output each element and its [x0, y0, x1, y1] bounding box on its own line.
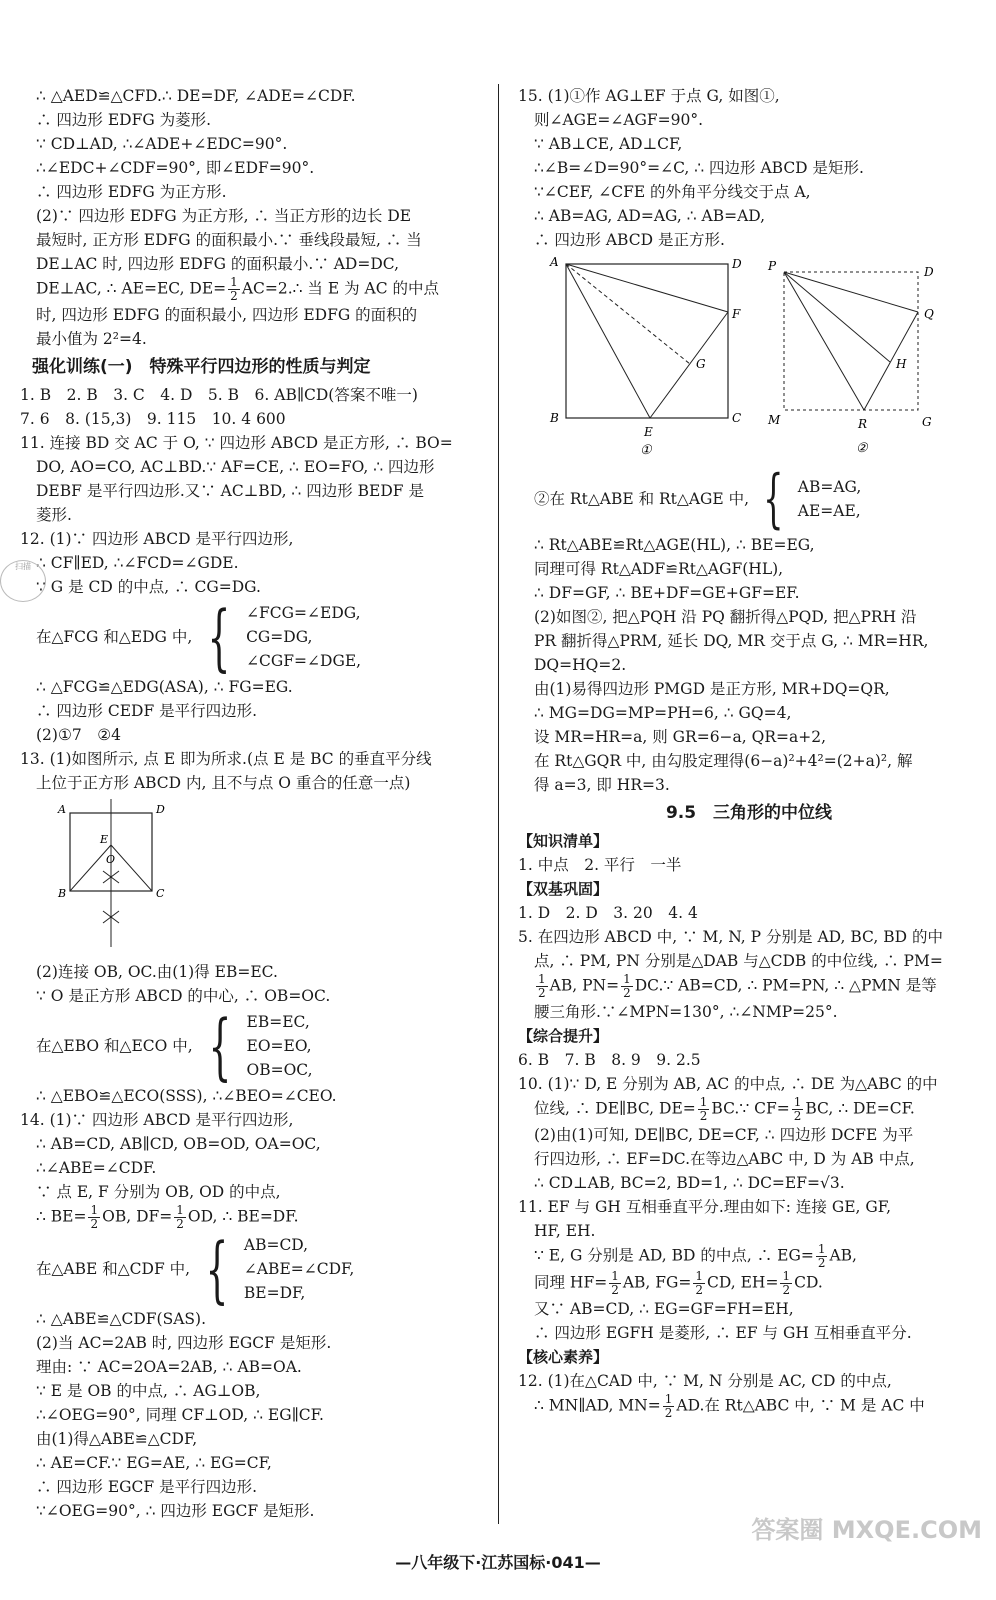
text-line: ∵ 点 E, F 分别为 OB, OD 的中点, — [36, 1183, 281, 1201]
text-line: ∴ 四边形 EDFG 为正方形. — [36, 183, 227, 201]
text-line: (2)当 AC=2AB 时, 四边形 EGCF 是矩形. — [36, 1334, 332, 1352]
text-line: 设 MR=HR=a, 则 GR=6−a, QR=a+2, — [534, 728, 827, 746]
text-line: (2)连接 OB, OC.由(1)得 EB=EC. — [36, 963, 278, 981]
svg-text:②: ② — [856, 441, 868, 456]
text-line: ∵∠CEF, ∠CFE 的外角平分线交于点 A, — [534, 183, 811, 201]
question-13 — [20, 747, 482, 795]
svg-text:①: ① — [640, 443, 652, 456]
left-column — [20, 84, 482, 1523]
text-line: 行四边形, ∴ EF=DC.在等边△ABC 中, D 为 AB 中点, — [534, 1150, 915, 1168]
svg-text:D: D — [156, 803, 165, 816]
text-line: ∴ 四边形 CEDF 是平行四边形. — [36, 702, 258, 720]
proof-block — [518, 1297, 980, 1345]
condition-brace: 在△FCG 和△EDG 中, { ∠FCG=∠EDG, CG=DG, ∠CGF=∠DGE, — [36, 595, 362, 679]
text-line: 11. EF 与 GH 互相垂直平分.理由如下: 连接 GE, GF, — [518, 1198, 892, 1216]
text-line: 7. 6 8. (15,3) 9. 115 10. 4 600 — [20, 410, 286, 428]
text-line: ∴∠EDC+∠CDF=90°, 即∠EDF=90°. — [36, 159, 315, 177]
svg-text:O: O — [106, 853, 116, 866]
fraction: $\frac{1}{2}$ — [230, 275, 238, 303]
text-line: 位线, ∴ DE∥BC, DE= $\frac{1}{2}$ BC.∵ CF= $\frac{1}{2}$ BC, ∴ DE=CF. — [534, 1095, 915, 1123]
text-line: EB=EC, — [246, 1013, 310, 1031]
svg-text:G: G — [922, 415, 932, 429]
text-line: ∴ AE=CF.∵ EG=AE, ∴ EG=CF, — [36, 1454, 272, 1472]
text-line: 在 Rt△GQR 中, 由勾股定理得(6−a)²+4²=(2+a)², 解 — [534, 752, 913, 770]
text-line: 则∠AGE=∠AGF=90°. — [534, 111, 704, 129]
text-line: ∴ AB=CD, AB∥CD, OB=OD, OA=OC, — [36, 1135, 321, 1153]
text-line: ∠CGF=∠DGE, — [246, 652, 362, 670]
question-12 — [20, 527, 482, 599]
text-line: ∴ 四边形 EGFH 是菱形, ∴ EF 与 GH 互相垂直平分. — [534, 1324, 912, 1342]
text-line: 12. (1)∵ 四边形 ABCD 是平行四边形, — [20, 530, 294, 548]
text-line: ∠FCG=∠EDG, — [246, 604, 361, 622]
text-line: 点, ∴ PM, PN 分别是△DAB 与△CDB 的中位线, ∴ PM= — [534, 952, 943, 970]
text-line: DE⊥AC 时, 四边形 EDFG 的面积最小.∵ AD=DC, — [36, 255, 400, 273]
svg-text:P: P — [768, 259, 777, 273]
question-15 — [518, 84, 980, 252]
svg-text:E: E — [100, 833, 109, 846]
text-line: ∴ CD⊥AB, BC=2, BD=1, ∴ DC=EF=√3. — [534, 1174, 845, 1192]
text-line: ∴ AB=AG, AD=AG, ∴ AB=AD, — [534, 207, 766, 225]
svg-text:B: B — [550, 411, 559, 425]
text-line: ∴ CF∥ED, ∴∠FCD=∠GDE. — [36, 554, 239, 572]
text-line: 菱形. — [36, 506, 72, 524]
svg-text:H: H — [896, 357, 907, 371]
section-title: 9.5 三角形的中位线 — [665, 803, 833, 823]
tag-knowledge: 【知识清单】 — [518, 832, 609, 850]
tag-basics: 【双基巩固】 — [518, 880, 609, 898]
text-line: 12. (1)在△CAD 中, ∵ M, N 分别是 AC, CD 的中点, — [518, 1372, 892, 1390]
proof-block — [518, 533, 980, 797]
text-line: HF, EH. — [534, 1222, 596, 1240]
proof-block — [20, 960, 482, 1008]
svg-text:C: C — [732, 411, 742, 425]
answer-line: 1. 中点 2. 平行 一半 — [518, 856, 682, 874]
text-line: ∴ DF=GF, ∴ BE+DF=GE+GF=EF. — [534, 584, 800, 602]
answer-line: 6. B 7. B 8. 9 9. 2.5 — [518, 1051, 701, 1069]
svg-text:M: M — [768, 413, 781, 427]
proof-block — [20, 1084, 482, 1108]
figure-square-abcd — [20, 799, 482, 956]
text-line: 同理 HF= $\frac{1}{2}$ AB, FG= $\frac{1}{2}$ CD, EH= $\frac{1}{2}$ CD. — [534, 1269, 823, 1297]
svg-text:C: C — [156, 887, 165, 900]
text-line: ∵ O 是正方形 ABCD 的中心, ∴ OB=OC. — [36, 987, 331, 1005]
tag-core: 【核心素养】 — [518, 1348, 609, 1366]
text-line: (2)∵ 四边形 EDFG 为正方形, ∴ 当正方形的边长 DE — [36, 207, 412, 225]
text-line: (2)由(1)可知, DE∥BC, DE=CF, ∴ 四边形 DCFE 为平 — [534, 1126, 914, 1144]
text-line: DQ=HQ=2. — [534, 656, 627, 674]
text-line: 15. (1)①作 AG⊥EF 于点 G, 如图①, — [518, 87, 780, 105]
text-line: (2)①7 ②4 — [36, 726, 121, 744]
text-line: CG=DG, — [246, 628, 313, 646]
svg-text:D: D — [732, 257, 742, 271]
svg-text:A: A — [550, 256, 559, 269]
text-line: 10. (1)∵ D, E 分别为 AB, AC 的中点, ∴ DE 为△ABC 的中 — [518, 1075, 938, 1093]
question-5 — [518, 925, 980, 973]
answer-line: 1. D 2. D 3. 20 4. 4 — [518, 904, 698, 922]
text-line: ∴ △ABE≌△CDF(SAS). — [36, 1310, 207, 1328]
text-line: ∵∠OEG=90°, ∴ 四边形 EGCF 是矩形. — [36, 1502, 315, 1520]
svg-text:G: G — [696, 357, 706, 371]
watermark-logo: 答案圈 MXQE.COM — [751, 1516, 982, 1544]
text-line: ∴∠ABE=∠CDF. — [36, 1159, 157, 1177]
svg-text:A: A — [58, 803, 66, 816]
column-divider — [498, 84, 499, 1524]
question-14 — [20, 1108, 482, 1204]
proof-block — [518, 1123, 980, 1195]
right-column — [518, 84, 980, 1420]
text-line: ∴ △FCG≌△EDG(ASA), ∴ FG=EG. — [36, 678, 293, 696]
text-line: ∴ 四边形 ABCD 是正方形. — [534, 231, 725, 249]
answer-list — [20, 383, 482, 431]
svg-text:F: F — [732, 307, 741, 321]
tag-advanced: 【综合提升】 — [518, 1027, 609, 1045]
text-line: ∴ 四边形 EDFG 为菱形. — [36, 111, 212, 129]
text-line: 11. 连接 BD 交 AC 于 O, ∵ 四边形 ABCD 是正方形, ∴ BO= — [20, 434, 453, 452]
text-line: ∴ MG=DG=MP=PH=6, ∴ GQ=4, — [534, 704, 792, 722]
text-line: ∴∠OEG=90°, 同理 CF⊥OD, ∴ EG∥CF. — [36, 1406, 324, 1424]
svg-text:R: R — [858, 417, 868, 431]
text-line: PR 翻折得△PRM, 延长 DQ, MR 交于点 G, ∴ MR=HR, — [534, 632, 929, 650]
text-line: ∴ △AED≌△CFD.∴ DE=DF, ∠ADE=∠CDF. — [36, 87, 356, 105]
text-line: ∴ BE= $\frac{1}{2}$ OB, DF= $\frac{1}{2}$ OD, ∴ BE=DF. — [36, 1203, 299, 1231]
text-line: ∴ Rt△ABE≌Rt△AGE(HL), ∴ BE=EG, — [534, 536, 815, 554]
text-line: ∵ AB⊥CE, AD⊥CF, — [534, 135, 683, 153]
svg-text:Q: Q — [924, 307, 934, 321]
text-line: ∵ CD⊥AD, ∴∠ADE+∠EDC=90°. — [36, 135, 288, 153]
figures-15 — [518, 256, 980, 463]
text-line: (2)如图②, 把△PQH 沿 PQ 翻折得△PQD, 把△PRH 沿 — [534, 608, 917, 626]
text-line: BE=DF, — [243, 1284, 306, 1302]
text-line: DEBF 是平行四边形.又∵ AC⊥BD, ∴ 四边形 BEDF 是 — [36, 482, 424, 500]
text-line: 由(1)得△ABE≌△CDF, — [36, 1430, 198, 1448]
proof-block — [20, 675, 482, 747]
question-11 — [20, 431, 482, 527]
text-line: 14. (1)∵ 四边形 ABCD 是平行四边形, — [20, 1111, 294, 1129]
text-line: 理由: ∵ AC=2OA=2AB, ∴ AB=OA. — [36, 1358, 302, 1376]
text-line: ∴ MN∥AD, MN= $\frac{1}{2}$ AD.在 Rt△ABC 中, ∵ M 是 AC 中 — [534, 1392, 925, 1420]
section-title: 强化训练(一) 特殊平行四边形的性质与判定 — [32, 357, 371, 377]
stamp-mark: 扫描 — [0, 560, 46, 602]
text-line: 由(1)易得四边形 PMGD 是正方形, MR+DQ=QR, — [534, 680, 890, 698]
text-line: 5. 在四边形 ABCD 中, ∵ M, N, P 分别是 AD, BC, BD 的中 — [518, 928, 943, 946]
text-line: AE=AE, — [797, 502, 861, 520]
text-line: 又∵ AB=CD, ∴ EG=GF=FH=EH, — [534, 1300, 794, 1318]
proof-block — [20, 1307, 482, 1523]
condition-brace: ②在 Rt△ABE 和 Rt△AGE 中, { AB=AG, AE=AE, — [534, 462, 862, 536]
condition-brace: 在△EBO 和△ECO 中, { EB=EC, EO=EO, OB=OC, — [36, 1004, 313, 1088]
text-line: 同理可得 Rt△ADF≌Rt△AGF(HL), — [534, 560, 784, 578]
text-line: EO=EO, — [246, 1037, 312, 1055]
question-11 — [518, 1195, 980, 1243]
text-line: ∵ E 是 OB 的中点, ∴ AG⊥OB, — [36, 1382, 261, 1400]
text-line: 腰三角形.∵∠MPN=130°, ∴∠NMP=25°. — [534, 1003, 838, 1021]
text-line: OB=OC, — [246, 1061, 313, 1079]
text-line: DE⊥AC, ∴ AE=EC, DE= $\frac{1}{2}$ AC=2.∴ 当 E 为 AC 的中点 — [36, 275, 440, 303]
text-line: ∴ △EBO≌△ECO(SSS), ∴∠BEO=∠CEO. — [36, 1087, 337, 1105]
text-line: ∠ABE=∠CDF, — [243, 1260, 355, 1278]
condition-brace: 在△ABE 和△CDF 中, { AB=CD, ∠ABE=∠CDF, BE=DF, — [36, 1227, 355, 1311]
text-line: 时, 四边形 EDFG 的面积最小, 四边形 EDFG 的面积的 — [36, 306, 418, 324]
proof-block — [20, 303, 482, 351]
text-line: AB=CD, — [243, 1236, 309, 1254]
svg-text:E: E — [644, 425, 653, 439]
text-line: DO, AO=CO, AC⊥BD.∵ AF=CE, ∴ EO=FO, ∴ 四边形 — [36, 458, 435, 476]
text-line: ∴ 四边形 EGCF 是平行四边形. — [36, 1478, 258, 1496]
proof-block — [20, 84, 482, 276]
text-line: ∴∠B=∠D=90°=∠C, ∴ 四边形 ABCD 是矩形. — [534, 159, 864, 177]
text-line: 13. (1)如图所示, 点 E 即为所求.(点 E 是 BC 的垂直平分线 — [20, 750, 432, 768]
text-line: ∵ E, G 分别是 AD, BD 的中点, ∴ EG= $\frac{1}{2}$ AB, — [534, 1242, 857, 1270]
text-line: 最小值为 2²=4. — [36, 330, 147, 348]
text-line: 上位于正方形 ABCD 内, 且不与点 O 重合的任意一点) — [36, 774, 411, 792]
text-line: AB=AG, — [797, 478, 862, 496]
svg-text:B: B — [58, 887, 67, 900]
text-line: 最短时, 正方形 EDFG 的面积最小.∵ 垂线段最短, ∴ 当 — [36, 231, 422, 249]
text-line: ∵ G 是 CD 的中点, ∴ CG=DG. — [36, 578, 261, 596]
page-footer: —八年级下·江苏国标·041— — [395, 1553, 601, 1572]
text-line: 1. B 2. B 3. C 4. D 5. B 6. AB∥CD(答案不唯一) — [20, 386, 418, 404]
text-line: 得 a=3, 即 HR=3. — [534, 776, 670, 794]
text-line: $\frac{1}{2}$ AB, PN= $\frac{1}{2}$ DC.∵ AB=CD, ∴ PM=PN, ∴ △PMN 是等 — [538, 972, 937, 1000]
svg-text:D: D — [924, 265, 934, 279]
